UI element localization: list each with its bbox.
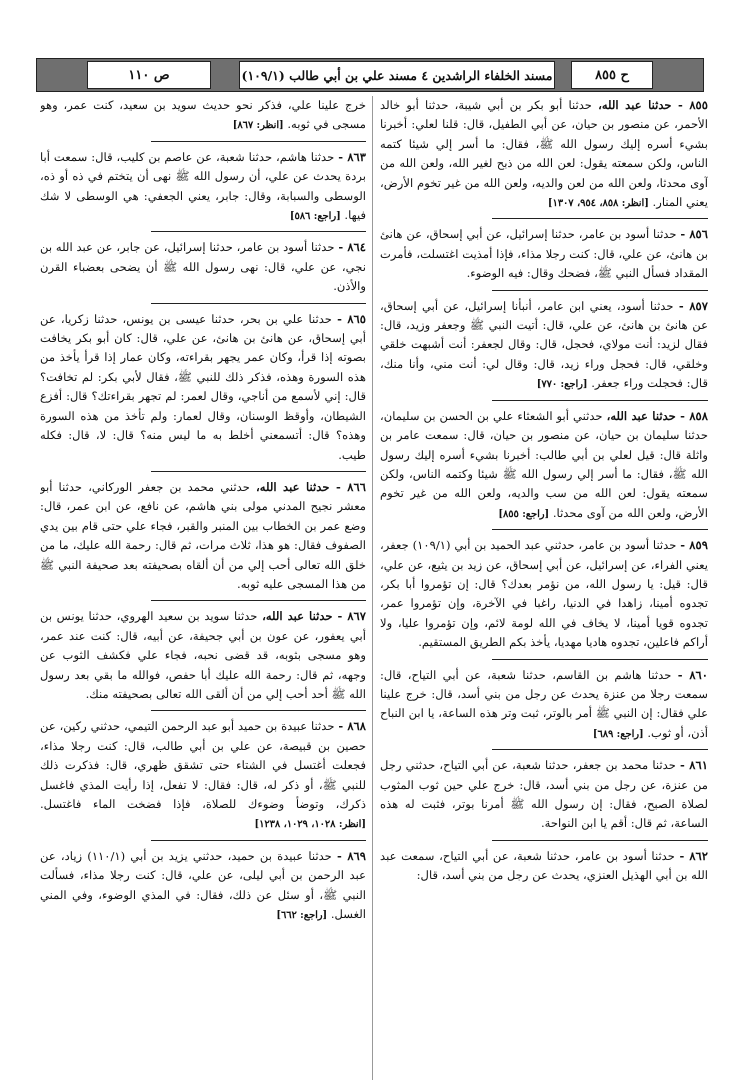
hadith-number: ٨٥٩ - xyxy=(680,538,708,553)
divider xyxy=(492,659,708,660)
hadith-reference: [راجع: ٥٨٦] xyxy=(289,211,341,223)
left-column xyxy=(40,96,366,1080)
hadith xyxy=(40,607,366,705)
hadith-number: ٨٦٠ - xyxy=(677,667,708,682)
page-number: ص ١١٠ xyxy=(87,61,211,89)
right-column xyxy=(380,96,708,1080)
hadith-number: ٨٦٢ - xyxy=(679,848,708,863)
hadith-number: ٨٦٤ - xyxy=(338,240,366,255)
hadith-number: ٨٦٩ - xyxy=(337,848,366,863)
divider xyxy=(492,529,708,530)
hadith-text: حدثنا أسود بن عامر، حدثنا إسرائيل، عن أبي إسحاق، عن هانئ بن هانئ، عن علي، قال: كنت رجلا مذاء، فإذا أمذيت اغتسلت، فأمرت المقداد فسأل النبي ﷺ، فضحك وقال: فيه الوضوء. xyxy=(380,227,708,281)
hadith-range: ح ٨٥٥ xyxy=(571,61,653,89)
hadith xyxy=(40,148,366,227)
hadith-text: حدثنا عبيدة بن حميد أبو عبد الرحمن التيمي، حدثني ركين، عن حصين بن قبيصة، عن علي بن أبي طالب، قال: كنت رجلا مذاء، فجعلت أغتسل في الشتاء حتى تشقق ظهري، قال: فذكرت ذلك للنبي ﷺ، أو ذكر له، قال: فقال: لا تفعل، إذا رأيت المذي فاغسل ذكرك، وتوضأ وضوءك للصلاة، فإذا فضخت الماء فاغتسل. xyxy=(40,719,366,811)
hadith xyxy=(40,717,366,834)
divider xyxy=(151,141,366,142)
running-title: مسند الخلفاء الراشدين ٤ مسند علي بن أبي طالب (١٠٩/١) xyxy=(239,61,555,89)
hadith-text: حدثنا أسود بن عامر، حدثني عبد الحميد بن أبي (١٠٩/١) جعفر، يعني الفراء، عن إسرائيل، عن أبي إسحاق، عن زيد بن يثيع، عن علي، قال: قيل: يا رسول الله، من نؤمر بعدك؟ قال: إن تؤمروا أبا بكر، تجدوه أمينا، زاهدا في الدنيا، راغبا في الآخرة، وإن تؤمروا عمر، تجدوه قويا أمينا، لا يخاف في الله لومة لائم، وإن تؤمروا عليا، ولا أراكم فاعلين، تجدوه هاديا مهديا، يأخذ بكم الطريق المستقيم. xyxy=(380,538,708,650)
divider xyxy=(492,218,708,219)
divider xyxy=(492,290,708,291)
hadith-text: حدثنا أسود، يعني ابن عامر، أنبأنا إسرائيل، عن أبي إسحاق، عن هانئ بن هانئ، عن علي، قال: أتيت النبي ﷺ وجعفر وزيد، قال: فقال لزيد: أنت مولاي، فحجل، قال: وقال لجعفر: أنت أشبهت خلقي وخلقي، قال: فحجل وراء زيد، قال: وقال لي: أنت مني، وأنا منك، قال: فحجلت وراء جعفر. xyxy=(380,298,708,391)
hadith-text: حدثنا أسود بن عامر، حدثنا إسرائيل، عن جابر، عن عبد الله بن نجي، عن علي، قال: نهى رسول الله ﷺ أن يضحى بعضباء القرن والأذن. xyxy=(40,240,366,294)
divider xyxy=(492,400,708,401)
hadith xyxy=(40,96,366,136)
hadith-number: ٨٦١ - xyxy=(680,758,708,773)
hadith-number: ٨٥٥ - حدثنا عبد الله، xyxy=(598,98,708,112)
divider xyxy=(151,231,366,232)
hadith xyxy=(40,478,366,595)
hadith xyxy=(40,847,366,926)
hadith xyxy=(380,96,708,213)
hadith xyxy=(40,310,366,466)
divider xyxy=(492,840,708,841)
hadith xyxy=(40,238,366,297)
divider xyxy=(151,710,366,711)
hadith-reference: [راجع: ٦٨٩] xyxy=(592,728,644,740)
hadith xyxy=(380,225,708,284)
hadith-text: حدثنا علي بن بحر، حدثنا عيسى بن يونس، حدثنا زكريا، عن أبي إسحاق، عن هانئ بن هانئ، عن علي، قال: كان أبو بكر يخافت بصوته إذا قرأ، وكان عمر يجهر بقراءته، وكان عمار إذا قرأ يأخذ من هذه السورة وهذه، فذكر ذلك للنبي ﷺ، فقال لأبي بكر: لم تخافت؟ قال: إني لأسمع من أناجي، وقال لعمر: لم تجهر بقراءتك؟ قال: أفزع الشيطان، وأوقظ الوسنان، وقال لعمار: ولم تأخذ من هذه السورة وهذه؟ قال: أتسمعني أخلط به ما ليس منه؟ قال: لا، قال: فكله طيب. xyxy=(40,311,366,462)
hadith-number: ٨٦٥ - xyxy=(337,311,366,326)
hadith-number: ٨٦٧ - حدثنا عبد الله، xyxy=(262,609,366,624)
hadith-number: ٨٦٨ - xyxy=(338,719,366,734)
hadith-number: ٨٦٣ - xyxy=(338,149,366,164)
page-header xyxy=(36,58,704,92)
divider xyxy=(151,600,366,601)
hadith-number: ٨٥٨ - حدثنا عبد الله، xyxy=(606,408,708,423)
hadith xyxy=(380,536,708,653)
hadith-text: حدثنا محمد بن جعفر، حدثنا شعبة، عن أبي التياح، حدثني رجل من عنزة، عن رجل من بني أسد، قال: خرج علي حين ثوب المثوب لصلاة الصبح، فقال: إن رسول الله ﷺ أمرنا بوتر، فثبت له هذه الساعة، ثم قال: أقم يا ابن النواحة. xyxy=(380,758,708,831)
hadith-number: ٨٥٧ - xyxy=(678,298,708,313)
hadith xyxy=(380,666,708,745)
hadith-text: حدثنا هاشم بن القاسم، حدثنا شعبة، عن أبي التياح، قال: سمعت رجلا من عنزة يحدث عن رجل من بني أسد، قال: خرج علينا علي فقال: إن النبي ﷺ أمر بالوتر، ثبت وتر هذه الساعة، يا ابن النباح أذن، أو ثوب. xyxy=(380,667,708,740)
hadith-number: ٨٥٦ - xyxy=(680,227,708,242)
divider xyxy=(151,471,366,472)
divider xyxy=(492,749,708,750)
hadith-text: حدثنا أبو بكر بن أبي شيبة، حدثنا أبو خالد الأحمر، عن منصور بن حيان، عن أبي الطفيل، قال: قلنا لعلي: أخبرنا بشيء أسره إليك رسول الله ﷺ، فقال: ما أسر إلي شيئا كتمه الناس، ولكن سمعته يقول: لعن الله من ذبح لغير الله، ولعن الله من آوى محدثا، ولعن الله من لعن والديه، ولعن الله من غير تخوم الأرض، يعني المنار. xyxy=(380,98,708,210)
hadith-reference: [راجع: ٦٦٢] xyxy=(276,910,328,922)
hadith-number: ٨٦٦ - حدثنا عبد الله، xyxy=(256,479,366,494)
hadith xyxy=(380,297,708,395)
hadith-text: حدثنا هاشم، حدثنا شعبة، عن عاصم بن كليب، قال: سمعت أبا بردة يحدث عن علي، أن رسول الله ﷺ نهى أن يتختم في ذه أو ذه، الوسطى والسبابة، وقال: جابر، يعني الجعفي: هي الوسطى لا شك فيها. xyxy=(40,149,366,223)
hadith-reference: [انظر: ١٠٢٨، ١٠٢٩، ١٢٣٨] xyxy=(254,819,366,831)
hadith xyxy=(380,847,708,887)
hadith-text: حدثنا سويد بن سعيد الهروي، حدثنا يونس بن أبي يعفور، عن عون بن أبي جحيفة، عن أبيه، قال: كنت عند عمر، وهو مسجى بثوبه، قد قضى نحبه، فجاء علي فكشف الثوب عن وجهه، ثم قال: رحمة الله عليك أبا حفص، فوالله ما بقي بعد رسول الله ﷺ أحد أحب إلي من أن ألقى الله تعالى بصحيفته منك. xyxy=(40,609,366,701)
hadith-reference: [انظر: ٨٦٧] xyxy=(232,120,284,132)
hadith-reference: [انظر: ٨٥٨، ٩٥٤، ١٣٠٧] xyxy=(547,198,649,210)
hadith-text: حدثنا عبيدة بن حميد، حدثني يزيد بن أبي (١١٠/١) زياد، عن عبد الرحمن بن أبي ليلى، عن علي، قال: كنت رجلا مذاء، فسألت النبي ﷺ، أو سئل عن ذلك، فقال: في المذي الوضوء، وفي المني الغسل. xyxy=(40,848,366,922)
hadith-text: حدثني محمد بن جعفر الوركاني، حدثنا أبو معشر نجيح المدني مولى بني هاشم، عن نافع، عن ابن عمر، قال: وضع عمر بن الخطاب بين المنبر والقبر، فجاء علي حتى قام بين يدي الصفوف فقال: هو هذا، ثلاث مرات، ثم قال: رحمة الله عليك، ما من خلق الله تعالى أحب إلي من أن ألقاه بصحيفته بعد صحيفة النبي ﷺ من هذا المسجى عليه ثوبه. xyxy=(40,479,366,591)
hadith-text: حدثنا أسود بن عامر، حدثنا شعبة، عن أبي التياح، سمعت عبد الله بن أبي الهذيل العنزي، يحدث عن رجل من بني أسد، قال: xyxy=(380,848,708,883)
hadith-reference: [راجع: ٧٧٠] xyxy=(536,379,588,391)
divider xyxy=(151,303,366,304)
hadith-text: حدثني أبو الشعثاء علي بن الحسن بن سليمان، حدثنا سليمان بن حيان، عن منصور بن حيان، قال: سمعت عامر بن واثلة قال: قيل لعلي بن أبي طالب: أخبرنا بشيء أسره إليك رسول الله ﷺ، فقال: ما أسر إلي رسول الله ﷺ شيئا وكتمه الناس، ولكن سمعته يقول: لعن الله من سب والديه، ولعن الله من غير تخوم الأرض، ولعن الله من آوى محدثا. xyxy=(380,408,708,520)
column-rule xyxy=(372,96,373,1080)
hadith xyxy=(380,756,708,835)
divider xyxy=(151,840,366,841)
hadith-text: خرج علينا علي، فذكر نحو حديث سويد بن سعيد، كنت عمر، وهو مسجى في ثوبه. xyxy=(40,98,366,132)
hadith-reference: [راجع: ٨٥٥] xyxy=(498,508,550,520)
hadith xyxy=(380,407,708,524)
